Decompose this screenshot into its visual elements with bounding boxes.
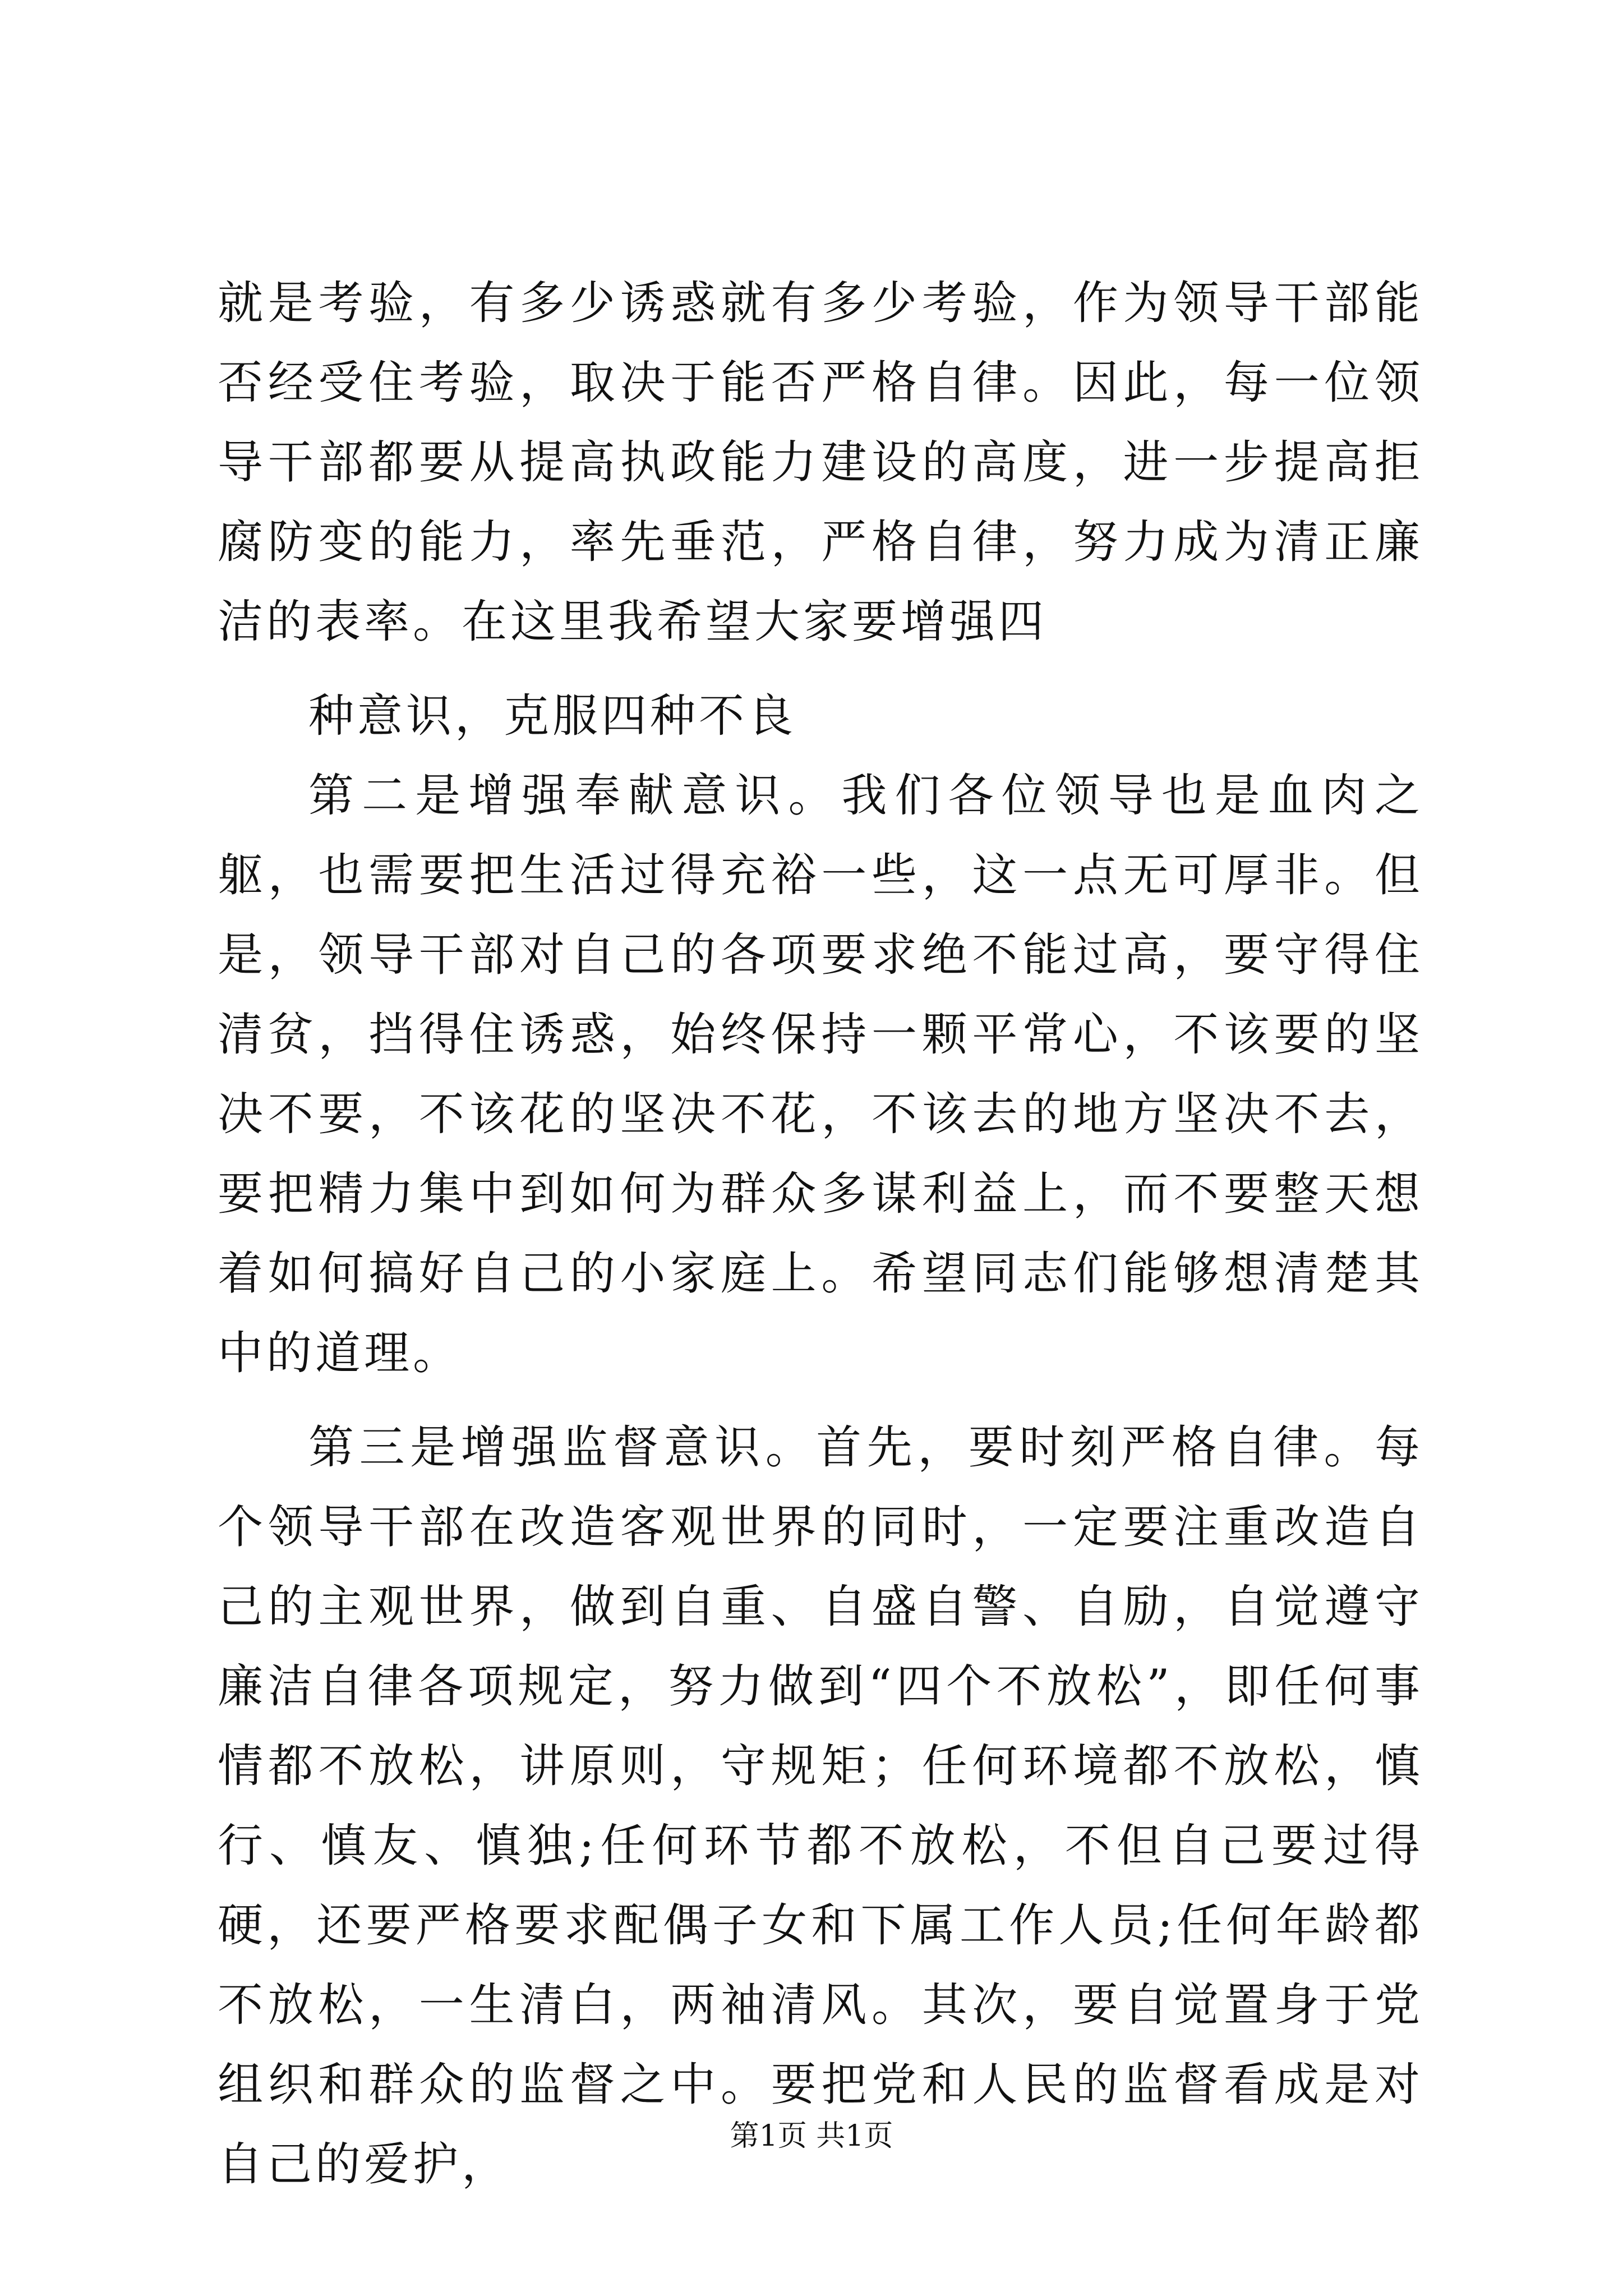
page-footer: 第1页 共1页	[730, 2119, 893, 2153]
paragraph-continued: 就是考验，有多少诱惑就有多少考验，作为领导干部能否经受住考验，取决于能否严格自律。因此，每一位领导干部都要从提高执政能力建设的高度，进一步提高拒腐防变的能力，率先垂范，严格自律，努力成为清正廉洁的表率。在这里我希望大家要增强四	[218, 277, 1423, 648]
document-body	[218, 264, 1423, 2205]
paragraph-fragment: 种意识，克服四种不良	[308, 690, 797, 743]
paragraph-supervision-awareness: 第三是增强监督意识。首先，要时刻严格自律。每个领导干部在改造客观世界的同时，一定要注重改造自己的主观世界，做到自重、自盛自警、自励，自觉遵守廉洁自律各项规定，努力做到“四个不放松”，即任何事情都不放松，讲原则，守规矩；任何环境都不放松，慎行、慎友、慎独;任何环节都不放松，不但自己要过得硬，还要严格要求配偶子女和下属工作人员;任何年龄都不放松，一生清白，两袖清风。其次，要自觉置身于党组织和群众的监督之中。要把党和人民的监督看成是对自己的爱护，	[218, 1421, 1423, 2191]
paragraph-dedication-awareness: 第二是增强奉献意识。我们各位领导也是血肉之躯，也需要把生活过得充裕一些，这一点无可厚非。但是，领导干部对自己的各项要求绝不能过高，要守得住清贫，挡得住诱惑，始终保持一颗平常心，不该要的坚决不要，不该花的坚决不花，不该去的地方坚决不去，要把精力集中到如何为群众多谋利益上，而不要整天想着如何搞好自己的小家庭上。希望同志们能够想清楚其中的道理。	[218, 770, 1423, 1380]
